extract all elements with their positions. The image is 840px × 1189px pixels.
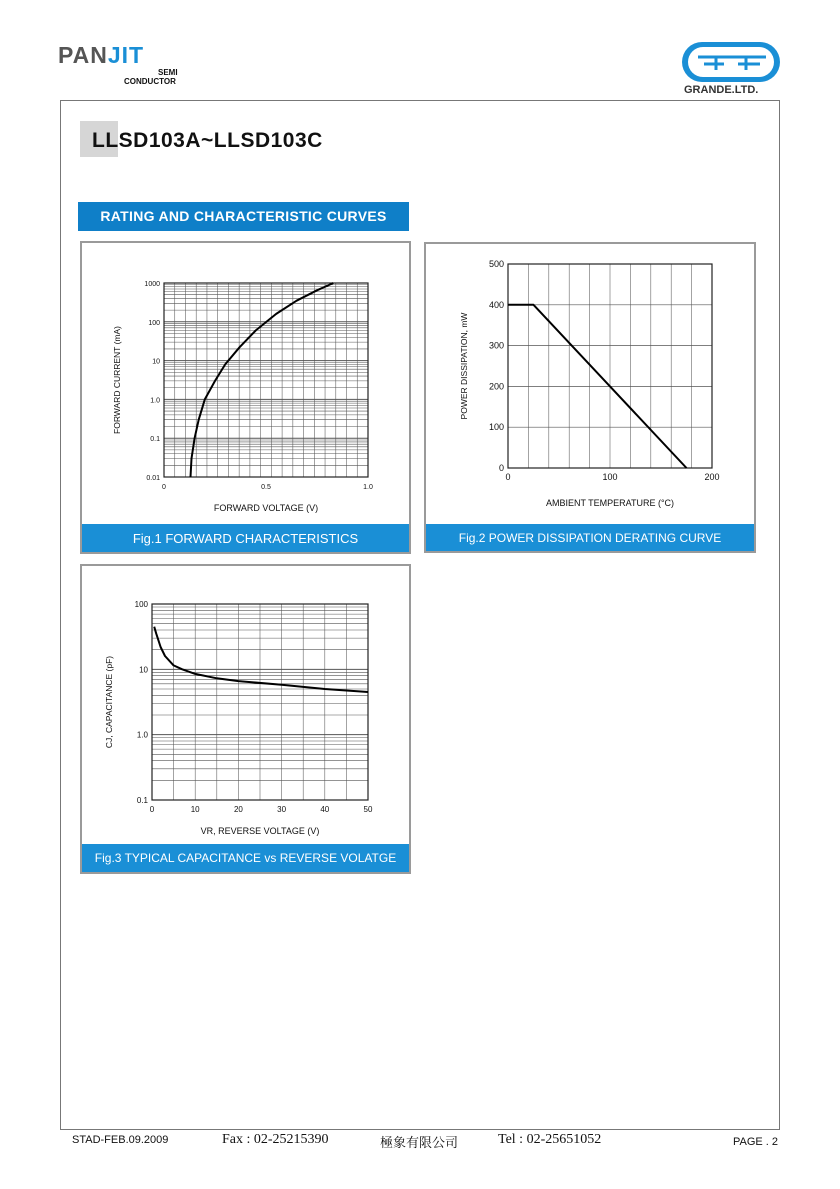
y-tick-label: 0.01: [146, 475, 160, 482]
y-tick-label: 400: [488, 299, 504, 310]
forward-characteristics-chart: [82, 243, 409, 523]
logo-jit: JIT: [107, 42, 145, 68]
power-derating-chart: [426, 244, 754, 524]
panjit-logo: [58, 40, 188, 90]
footer-fax: Fax : 02-25215390: [222, 1132, 329, 1147]
x-tick-label: 50: [363, 805, 373, 814]
footer-tel: Tel : 02-25651052: [498, 1132, 602, 1147]
logo-sub-semi: SEMI: [158, 68, 178, 77]
y-axis-label: POWER DISSIPATION, mW: [459, 312, 469, 420]
x-tick-label: 0.5: [261, 484, 271, 491]
x-tick-label: 0: [162, 484, 166, 491]
section-title-bar: RATING AND CHARACTERISTIC CURVES: [78, 202, 409, 231]
fig1-caption: Fig.1 FORWARD CHARACTERISTICS: [82, 524, 409, 552]
footer-company: 極象有限公司: [380, 1135, 459, 1150]
x-tick-label: 200: [704, 472, 720, 482]
y-tick-label: 100: [148, 319, 160, 327]
grande-emblem-icon: [680, 40, 784, 86]
y-tick-label: 0.1: [136, 796, 148, 805]
y-tick-label: 100: [488, 422, 504, 433]
footer-doc-code: STAD-FEB.09.2009: [72, 1134, 169, 1146]
grande-name: GRANDE.LTD.: [684, 84, 759, 96]
plot-frame: [164, 283, 368, 477]
y-tick-label: 100: [134, 600, 148, 609]
logo-pan: PAN: [58, 42, 108, 68]
x-tick-label: 0: [149, 805, 155, 814]
y-tick-label: 0: [498, 463, 504, 473]
fig2-caption: Fig.2 POWER DISSIPATION DERATING CURVE: [426, 524, 754, 551]
grande-logo: [680, 40, 784, 100]
logo-text: [58, 42, 144, 69]
x-axis-label: FORWARD VOLTAGE (V): [213, 503, 319, 513]
y-tick-label: 1000: [144, 281, 160, 288]
x-tick-label: 1.0: [363, 484, 373, 491]
fig1-panel: [80, 241, 411, 554]
x-tick-label: 0: [505, 472, 511, 482]
y-tick-label: 1.0: [136, 730, 148, 740]
x-axis-label: AMBIENT TEMPERATURE (°C): [545, 498, 675, 508]
x-tick-label: 20: [233, 805, 243, 814]
fig3-panel: [80, 564, 411, 874]
page-title: LLSD103A~LLSD103C: [92, 129, 323, 152]
fig2-panel: [424, 242, 756, 553]
y-tick-label: 10: [152, 358, 160, 366]
footer-page-number: PAGE . 2: [733, 1136, 779, 1148]
y-tick-label: 0.1: [150, 436, 160, 444]
x-tick-label: 30: [277, 805, 287, 814]
data-series-line: [154, 627, 368, 692]
x-tick-label: 40: [320, 805, 330, 814]
y-tick-label: 10: [139, 665, 148, 675]
y-tick-label: 200: [488, 381, 504, 392]
x-axis-label: VR, REVERSE VOLTAGE (V): [200, 826, 320, 836]
x-tick-label: 100: [602, 472, 618, 482]
y-axis-label: FORWARD CURRENT (mA): [112, 326, 122, 434]
x-tick-label: 10: [190, 805, 200, 814]
logo-sub-conductor: CONDUCTOR: [124, 77, 176, 86]
capacitance-chart: [82, 566, 409, 846]
y-tick-label: 500: [488, 259, 504, 269]
fig3-caption: Fig.3 TYPICAL CAPACITANCE vs REVERSE VOLATGE: [82, 844, 409, 872]
y-axis-label: CJ, CAPACITANCE (pF): [104, 655, 114, 749]
data-series-line: [191, 283, 334, 477]
y-tick-label: 1.0: [150, 397, 160, 405]
y-tick-label: 300: [488, 340, 504, 351]
